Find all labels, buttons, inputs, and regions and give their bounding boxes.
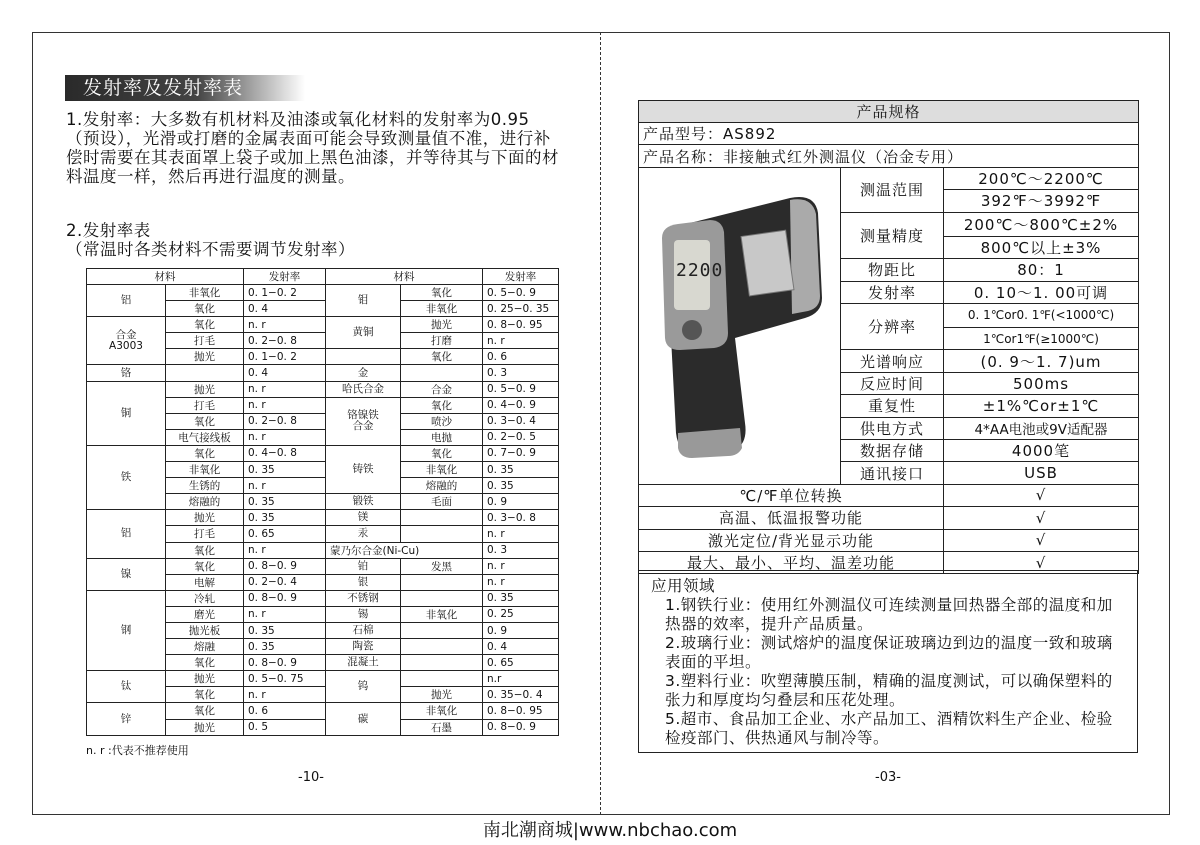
application-item: 3.塑料行业：吹塑薄膜压制，精确的温度测试，可以确保塑料的张力和厚度均匀叠层和压花处理。 (665, 672, 1113, 709)
emissivity-value: 0. 4 (244, 365, 326, 381)
material-condition: 石墨 (401, 719, 483, 735)
emissivity-value: n. r (483, 333, 559, 349)
material-condition (401, 622, 483, 638)
emissivity-value: 0. 1−0. 2 (244, 285, 326, 301)
emissivity-value: 0. 3−0. 8 (483, 510, 559, 526)
spec-label: 发射率 (841, 281, 944, 303)
table-row (87, 317, 559, 333)
lcd-reading: 2200 (675, 259, 723, 281)
emissivity-value: 0. 6 (483, 349, 559, 365)
material-condition: 打磨 (401, 333, 483, 349)
emissivity-value: 0. 35 (483, 462, 559, 478)
feature-check: √ (944, 529, 1139, 551)
material-condition: 抛光 (401, 317, 483, 333)
material-name: 铜 (87, 381, 166, 445)
material-condition (401, 526, 483, 542)
material-name: 镍 (87, 558, 166, 590)
material-condition (401, 671, 483, 687)
material-name: 银 (326, 574, 401, 590)
material-condition: 喷沙 (401, 413, 483, 429)
material-condition: 电气接线板 (166, 429, 244, 445)
application-title: 应用领域 (651, 577, 716, 595)
material-condition: 氧化 (401, 285, 483, 301)
emissivity-value: 0. 8−0. 9 (244, 558, 326, 574)
emissivity-value: 0. 5−0. 75 (244, 671, 326, 687)
material-name: 哈氏合金 (326, 381, 401, 397)
spec-value: 200℃～2200℃ (944, 167, 1139, 189)
material-condition: 氧化 (166, 558, 244, 574)
material-condition (401, 510, 483, 526)
material-name: 镁 (326, 510, 401, 526)
spec-label: 供电方式 (841, 417, 944, 439)
emissivity-value: n. r (483, 526, 559, 542)
page-number-right: -03- (875, 770, 901, 785)
material-name: 铝 (87, 285, 166, 317)
thermometer-gun-image (640, 168, 840, 480)
emissivity-value: 0. 8−0. 9 (244, 655, 326, 671)
header-emissivity: 发射率 (483, 269, 559, 285)
material-name: 锌 (87, 703, 166, 735)
spec-title: 产品规格 (639, 101, 1139, 123)
emissivity-value: n. r (244, 381, 326, 397)
emissivity-value: 0. 4−0. 8 (244, 445, 326, 461)
feature-label: ℃/℉单位转换 (639, 484, 944, 506)
spec-label: 数据存储 (841, 440, 944, 462)
material-condition: 打毛 (166, 333, 244, 349)
emissivity-value: n. r (244, 606, 326, 622)
emissivity-value: n. r (483, 558, 559, 574)
material-condition: 熔融的 (401, 478, 483, 494)
material-name: 铸铁 (326, 445, 401, 493)
table-row (87, 510, 559, 526)
emissivity-value: 0. 3 (483, 365, 559, 381)
material-condition: 非氧化 (401, 703, 483, 719)
table-row (87, 445, 559, 461)
emissivity-value: 0. 35−0. 4 (483, 687, 559, 703)
material-condition (401, 365, 483, 381)
emissivity-value: 0. 25−0. 35 (483, 301, 559, 317)
emissivity-value: 0. 8−0. 9 (483, 719, 559, 735)
spec-label: 分辨率 (841, 303, 944, 350)
material-name: 铬 (87, 365, 166, 381)
emissivity-value: 0. 35 (483, 590, 559, 606)
emissivity-value: 0. 25 (483, 606, 559, 622)
spec-value: 0. 1℃or0. 1℉(<1000℃) (944, 303, 1139, 327)
material-condition: 抛光 (166, 381, 244, 397)
emissivity-value: 0. 8−0. 95 (483, 703, 559, 719)
material-condition: 发黑 (401, 558, 483, 574)
emissivity-value: n. r (244, 478, 326, 494)
spec-value: 4*AA电池或9V适配器 (944, 417, 1139, 439)
spec-label: 通讯接口 (841, 462, 944, 484)
emissivity-value: 0. 4 (244, 301, 326, 317)
material-name: 钼 (326, 285, 401, 317)
spec-value: 1℃or1℉(≥1000℃) (944, 328, 1139, 350)
table-header-row (87, 269, 559, 285)
material-name: 合金 A3003 (87, 317, 166, 365)
material-name: 不锈钢 (326, 590, 401, 606)
material-condition: 抛光板 (166, 622, 244, 638)
emissivity-value: 0. 35 (244, 622, 326, 638)
material-condition: 氧化 (166, 542, 244, 558)
emissivity-value: 0. 3 (483, 542, 559, 558)
nr-note: n. r :代表不推荐使用 (86, 744, 189, 757)
header-material: 材料 (326, 269, 483, 285)
material-condition (401, 639, 483, 655)
emissivity-value: 0. 35 (244, 462, 326, 478)
material-name: 铝 (87, 510, 166, 558)
material-condition: 氧化 (166, 301, 244, 317)
emissivity-value: 0. 2−0. 5 (483, 429, 559, 445)
emissivity-paragraph: 1.发射率：大多数有机材料及油漆或氧化材料的发射率为0.95（预设），光滑或打磨的金属表面可能会导致测量值不准，进行补偿时需要在其表面罩上袋子或加上黑色油漆，并等待其与下面的材料温度一样，然后再进行温度的测量。 (66, 110, 559, 186)
material-condition (401, 590, 483, 606)
material-condition: 抛光 (166, 719, 244, 735)
material-condition: 非氧化 (166, 462, 244, 478)
material-condition: 氧化 (166, 445, 244, 461)
application-item: 1.钢铁行业：使用红外测温仪可连续测量回热器全部的温度和加热器的效率，提升产品质量。 (665, 596, 1113, 633)
emissivity-value: 0. 35 (483, 478, 559, 494)
emissivity-value: n. r (483, 574, 559, 590)
feature-check: √ (944, 507, 1139, 529)
material-name: 石棉 (326, 622, 401, 638)
material-condition: 毛面 (401, 494, 483, 510)
material-condition: 抛光 (166, 671, 244, 687)
emissivity-value: n. r (244, 429, 326, 445)
spec-label: 物距比 (841, 259, 944, 281)
table-section-title: 2.发射率表 (66, 221, 151, 240)
emissivity-value: 0. 35 (244, 510, 326, 526)
material-condition: 抛光 (166, 349, 244, 365)
material-condition: 合金 (401, 381, 483, 397)
material-condition: 抛光 (401, 687, 483, 703)
table-row (87, 285, 559, 301)
material-condition: 氧化 (401, 397, 483, 413)
material-condition (401, 574, 483, 590)
material-name: 钛 (87, 671, 166, 703)
emissivity-value: 0. 1−0. 2 (244, 349, 326, 365)
product-model: 产品型号：AS892 (639, 123, 1139, 145)
material-name: 蒙乃尔合金(Ni-Cu) (326, 542, 483, 558)
spec-value: 392℉～3992℉ (944, 190, 1139, 212)
material-condition: 氧化 (166, 703, 244, 719)
emissivity-value: n. r (244, 542, 326, 558)
emissivity-value: 0. 9 (483, 494, 559, 510)
emissivity-value: 0. 3−0. 4 (483, 413, 559, 429)
spec-value: (0. 9～1. 7)um (944, 350, 1139, 372)
spec-value: 0. 10～1. 00可调 (944, 281, 1139, 303)
material-name: 黄铜 (326, 317, 401, 349)
spec-label: 光谱响应 (841, 350, 944, 372)
material-condition: 氧化 (166, 687, 244, 703)
spec-value: 200℃～800℃±2% (944, 212, 1139, 236)
fold-divider (600, 32, 601, 815)
section-heading: 发射率及发射率表 (65, 75, 305, 101)
emissivity-value: 0. 8−0. 95 (483, 317, 559, 333)
material-name: 铂 (326, 558, 401, 574)
table-row (87, 590, 559, 606)
emissivity-value: 0. 2−0. 8 (244, 413, 326, 429)
spec-value: 4000笔 (944, 440, 1139, 462)
feature-check: √ (944, 484, 1139, 506)
spec-label: 测温范围 (841, 167, 944, 212)
material-name: 汞 (326, 526, 401, 542)
spec-label: 重复性 (841, 395, 944, 417)
table-section-subtitle: （常温时各类材料不需要调节发射率） (66, 240, 355, 259)
emissivity-value: 0. 4 (483, 639, 559, 655)
product-image (639, 167, 841, 484)
material-name (326, 349, 401, 365)
spec-value: ±1%℃or±1℃ (944, 395, 1139, 417)
material-condition: 氧化 (401, 349, 483, 365)
table-row (87, 558, 559, 574)
material-condition: 打毛 (166, 526, 244, 542)
emissivity-value: 0. 5 (244, 719, 326, 735)
material-condition: 非氧化 (401, 301, 483, 317)
material-condition: 非氧化 (401, 462, 483, 478)
material-condition (401, 655, 483, 671)
material-condition: 非氧化 (166, 285, 244, 301)
emissivity-value: 0. 65 (244, 526, 326, 542)
application-box (638, 570, 1138, 753)
page-number-left: -10- (298, 770, 324, 785)
material-name: 金 (326, 365, 401, 381)
product-name: 产品名称：非接触式红外测温仪（冶金专用） (639, 145, 1139, 167)
emissivity-value: 0. 35 (244, 494, 326, 510)
material-condition: 电抛 (401, 429, 483, 445)
material-name: 陶瓷 (326, 639, 401, 655)
emissivity-value: n. r (244, 397, 326, 413)
material-condition: 磨光 (166, 606, 244, 622)
emissivity-value: 0. 65 (483, 655, 559, 671)
material-condition: 冷轧 (166, 590, 244, 606)
emissivity-value: 0. 5−0. 9 (483, 381, 559, 397)
material-condition: 抛光 (166, 510, 244, 526)
material-condition: 电解 (166, 574, 244, 590)
emissivity-value: n. r (244, 687, 326, 703)
feature-label: 高温、低温报警功能 (639, 507, 944, 529)
material-condition: 熔融的 (166, 494, 244, 510)
emissivity-value: 0. 8−0. 9 (244, 590, 326, 606)
spec-value: 800℃以上±3% (944, 236, 1139, 258)
material-condition: 熔融 (166, 639, 244, 655)
material-name: 锡 (326, 606, 401, 622)
table-row (87, 671, 559, 687)
emissivity-value: 0. 9 (483, 622, 559, 638)
emissivity-table (86, 268, 559, 736)
emissivity-value: 0. 4−0. 9 (483, 397, 559, 413)
material-name: 钨 (326, 671, 401, 703)
material-condition: 氧化 (166, 413, 244, 429)
material-condition: 打毛 (166, 397, 244, 413)
spec-value: USB (944, 462, 1139, 484)
table-row (87, 703, 559, 719)
application-item: 2.玻璃行业：测试熔炉的温度保证玻璃边到边的温度一致和玻璃表面的平坦。 (665, 634, 1113, 671)
material-name: 混凝土 (326, 655, 401, 671)
emissivity-value: 0. 35 (244, 639, 326, 655)
emissivity-value: 0. 7−0. 9 (483, 445, 559, 461)
material-name: 碳 (326, 703, 401, 735)
spec-label: 反应时间 (841, 372, 944, 394)
spec-table (638, 100, 1139, 574)
spec-value: 500ms (944, 372, 1139, 394)
material-condition (166, 365, 244, 381)
spec-label: 测量精度 (841, 212, 944, 259)
feature-check: √ (944, 551, 1139, 573)
emissivity-value: n.r (483, 671, 559, 687)
spec-value: 80：1 (944, 259, 1139, 281)
footer-watermark: 南北潮商城|www.nbchao.com (482, 820, 738, 841)
material-name: 钢 (87, 590, 166, 670)
feature-label: 激光定位/背光显示功能 (639, 529, 944, 551)
material-name: 铬镍铁 合金 (326, 397, 401, 445)
material-name: 锻铁 (326, 494, 401, 510)
emissivity-value: n. r (244, 317, 326, 333)
material-condition: 氧化 (166, 317, 244, 333)
header-emissivity: 发射率 (244, 269, 326, 285)
table-row (87, 381, 559, 397)
emissivity-value: 0. 2−0. 8 (244, 333, 326, 349)
feature-label: 最大、最小、平均、温差功能 (639, 551, 944, 573)
emissivity-value: 0. 6 (244, 703, 326, 719)
emissivity-value: 0. 5−0. 9 (483, 285, 559, 301)
application-item: 5.超市、食品加工企业、水产品加工、酒精饮料生产企业、检验检疫部门、供热通风与制冷等。 (665, 710, 1113, 747)
material-name: 铁 (87, 445, 166, 509)
material-condition: 非氧化 (401, 606, 483, 622)
material-condition: 氧化 (401, 445, 483, 461)
material-condition: 氧化 (166, 655, 244, 671)
header-material: 材料 (87, 269, 244, 285)
emissivity-value: 0. 2−0. 4 (244, 574, 326, 590)
table-row (87, 365, 559, 381)
material-condition: 生锈的 (166, 478, 244, 494)
